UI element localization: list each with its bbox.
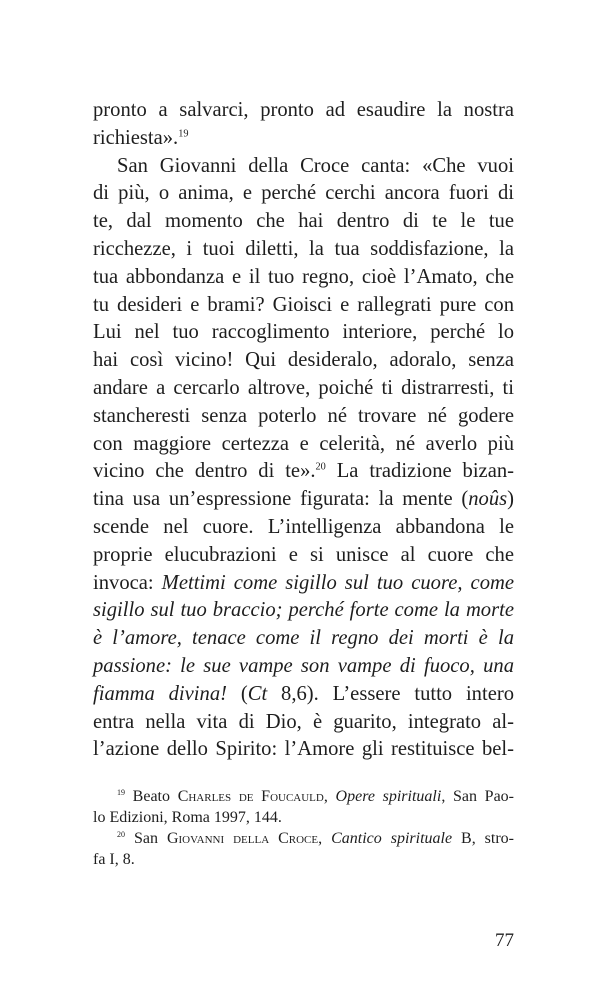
footnote-line [93, 807, 514, 828]
text-run: fa I, 8. [93, 851, 135, 868]
text-line [93, 736, 514, 764]
footnote-ref: 20 [117, 830, 125, 839]
text-run: vicino che dentro di te». [93, 460, 316, 483]
text-line [93, 347, 514, 375]
text-run: San Giovanni della Croce canta: «Che vuoi [117, 154, 514, 177]
italic-text: Opere spirituali [335, 788, 442, 805]
text-line [93, 625, 514, 653]
text-run: pronto a salvarci, pronto ad esaudire la nostra [93, 99, 514, 121]
footnote-ref: 20 [315, 461, 326, 473]
text-run: hai così vicino! Qui desideralo, adoralo, senza [93, 349, 514, 372]
text-run: scende nel cuore. L’intelligenza abbandona le [93, 515, 514, 538]
text-line [93, 292, 514, 320]
text-line [93, 570, 514, 598]
text-run: tu desideri e brami? Gioisci e rallegrati pure con [93, 293, 514, 316]
text-run: tina usa un’espressione figurata: la mente ( [93, 488, 469, 511]
footnote-ref: 19 [117, 788, 125, 797]
italic-text: fiamma divina! [93, 682, 227, 705]
text-line [93, 97, 514, 125]
text-line [93, 153, 514, 181]
text-line [93, 180, 514, 208]
text-run: di più, o anima, e perché cerchi ancora fuori di [93, 182, 514, 205]
text-run: , San Pao- [441, 788, 515, 805]
text-line [93, 375, 514, 403]
text-run: ) [507, 488, 514, 511]
text-run: entra nella vita di Dio, è guarito, integrato al- [93, 710, 514, 733]
text-run: San [125, 830, 167, 847]
text-run: l’azione dello Spirito: l’Amore gli restituisce bel- [93, 738, 514, 761]
text-run: te, dal momento che hai dentro di te le tue [93, 210, 514, 233]
text-line [93, 514, 514, 542]
footnote-line [93, 786, 514, 807]
text-line [93, 403, 514, 431]
text-run: andare a cercarlo altrove, poiché ti distrarresti, ti [93, 376, 514, 399]
footnote-ref: 19 [178, 128, 189, 140]
italic-text: sigillo sul tuo braccio; perché forte come la morte [93, 599, 514, 622]
text-run: con maggiore certezza e celerità, né averlo più [93, 432, 514, 455]
text-line [93, 542, 514, 570]
text-line [93, 208, 514, 236]
text-line [93, 681, 514, 709]
text-line [93, 264, 514, 292]
text-run: , [323, 788, 336, 805]
footnotes [93, 786, 514, 870]
text-run: B, stro- [452, 830, 514, 847]
text-run: Beato [125, 788, 178, 805]
italic-text: Ct [247, 682, 268, 705]
text-run: stancheresti senza poterlo né trovare né godere [93, 404, 514, 427]
text-line [93, 236, 514, 264]
text-line [93, 431, 514, 459]
body-text [93, 97, 514, 764]
text-run: Charles de Foucauld [177, 788, 324, 805]
italic-text: passione: le sue vampe son vampe di fuoco, una [93, 654, 514, 677]
text-run: tua abbondanza e il tuo regno, cioè l’Amato, che [93, 265, 514, 288]
text-run: 8,6). L’essere tutto intero [267, 682, 514, 705]
text-run: ricchezze, i tuoi diletti, la tua soddisfazione, la [93, 237, 514, 260]
text-run: ( [226, 682, 248, 705]
italic-text: è l’amore, tenace come il regno dei morti è la [93, 627, 514, 650]
text-run: richiesta». [93, 126, 179, 149]
text-line [93, 319, 514, 347]
text-run: , [318, 830, 332, 847]
text-run: Giovanni della Croce [166, 830, 319, 847]
page-number: 77 [495, 930, 514, 951]
text-line [93, 653, 514, 681]
italic-text: noûs [468, 488, 508, 511]
text-line [93, 597, 514, 625]
text-line [93, 125, 514, 153]
text-line [93, 486, 514, 514]
text-line [93, 458, 514, 486]
text-run: La tradizione bizan- [325, 460, 514, 483]
text-run: proprie elucubrazioni e si unisce al cuore che [93, 543, 514, 566]
italic-text: Cantico spirituale [331, 830, 453, 847]
text-run: lo Edizioni, Roma 1997, 144. [93, 809, 282, 826]
text-run: invoca: [93, 571, 162, 594]
footnote-line [93, 849, 514, 870]
italic-text: Mettimi come sigillo sul tuo cuore, come [161, 571, 515, 594]
text-run: Lui nel tuo raccoglimento interiore, perché lo [93, 321, 514, 344]
footnote-line [93, 828, 514, 849]
text-line [93, 709, 514, 737]
